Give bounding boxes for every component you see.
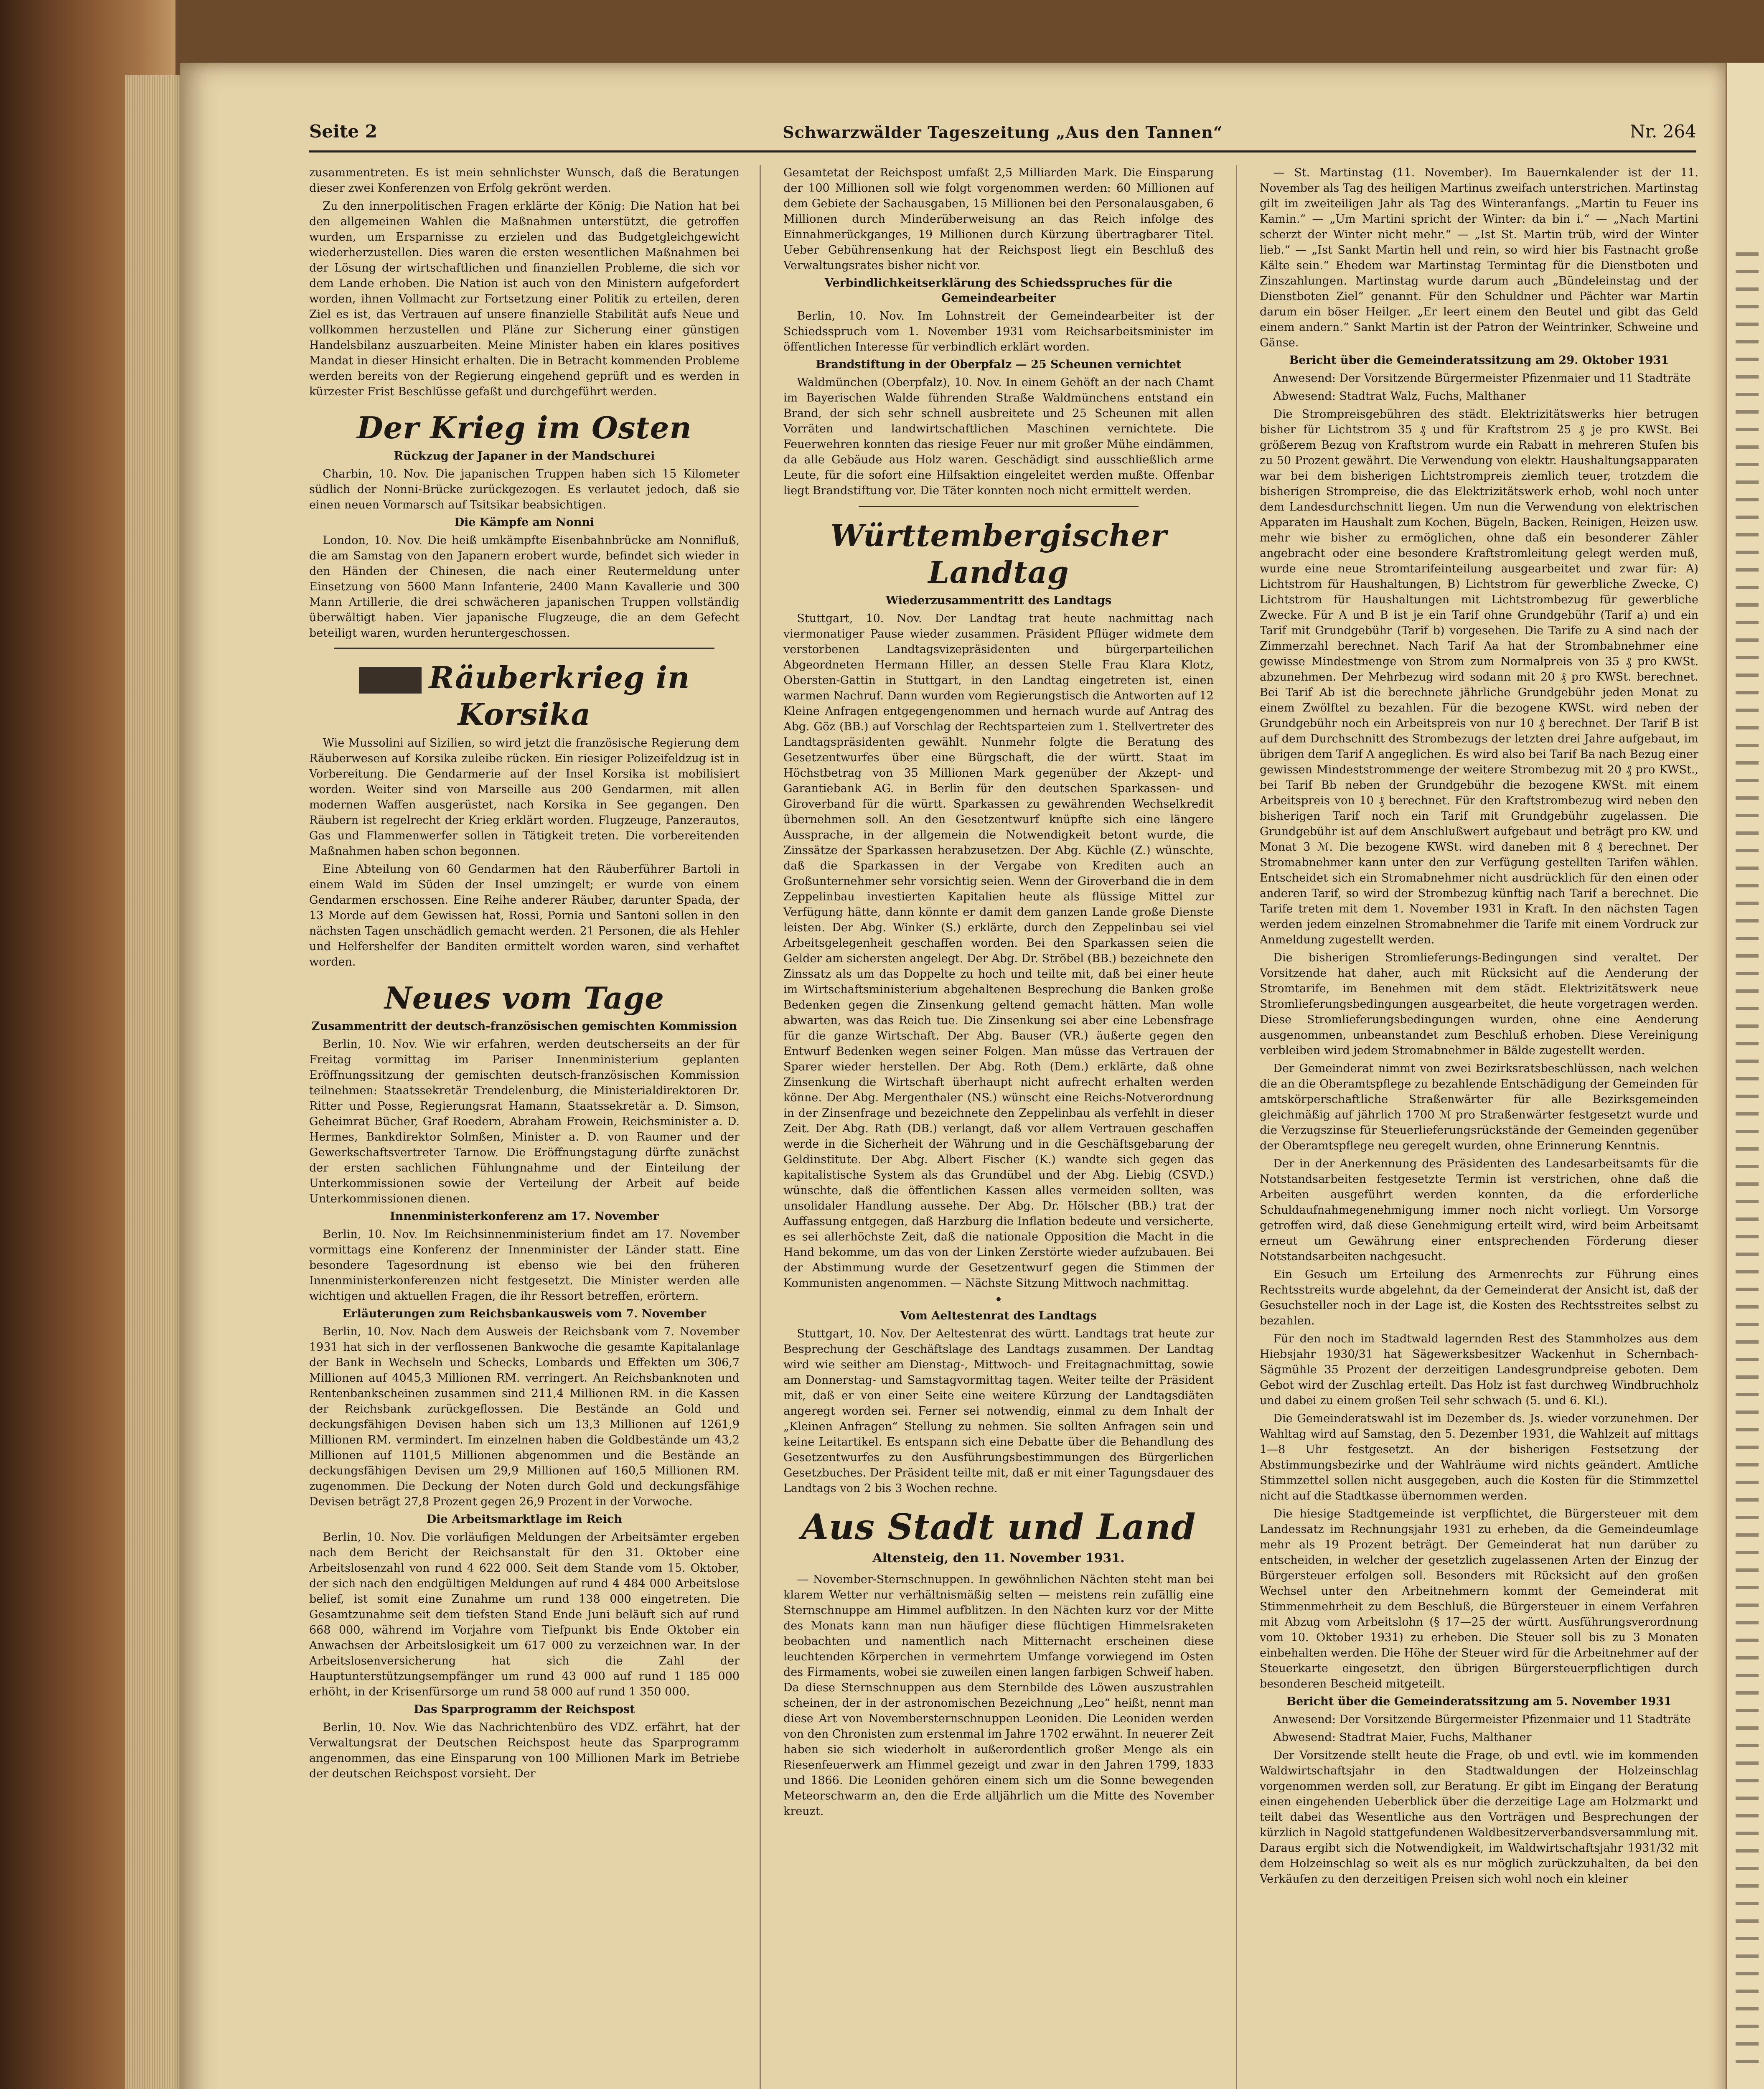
column-rule <box>760 165 761 2089</box>
article-text: Der Gemeinderat nimmt von zwei Bezirksratsbeschlüssen, nach welchen die an die Oberamtspflege zu bezahlende Entschädigung der Gemeinden für amtskörperschaftliche Straßenwärter für alle Bezirksgemeinden gleichmäßig auf jährlich 1700 ℳ pro Straßenwärter festgesetzt wurde und die Verzugszinse für Steuerlieferungsrückstände der Gemeinden gegenüber der Oberamtspflege neu geregelt wurden, ohne Erinnerung Kenntnis. <box>1260 1062 1698 1152</box>
article-text: Berlin, 10. Nov. Im Reichsinnenministerium findet am 17. November vormittags eine Konferenz der Innenminister der Länder statt. Eine besondere Tagesordnung ist ebenso wie bei den früheren Innenministerkonferenzen nicht festgesetzt. Die Minister werden alle wichtigen und aktuellen Fragen, die ihr Ressort betreffen, erörtern. <box>309 1228 740 1303</box>
article-text: Zu den innerpolitischen Fragen erklärte der König: Die Nation hat bei den allgemeinen Wahlen die Maßnahmen unterstützt, die getroffen wurden, um Ersparnisse zu erzielen und das Budgetgleichgewicht wiederherzustellen. Dies waren die ersten wesentlichen Maßnahmen bei der Lösung der wirtschaftlichen und finanziellen Probleme, die sich vor dem Lande erhoben. Die Nation ist auch von den Ministern aufgefordert worden, ihnen Vollmacht zur Fortsetzung einer Politik zu erteilen, deren Ziel es ist, das Vertrauen auf unsere finanzielle Stabilität aufs Neue und vollkommen herzustellen und Pläne zur Sicherung einer günstigen Handelsbilanz auszuarbeiten. Meine Minister haben ein klares positives Mandat in dieser Hinsicht erhalten. Die in Betracht kommenden Probleme werden bereits von der Regierung eingehend geprüft und es werden in kürzester Frist Beschlüsse gefaßt und durchgeführt werden. <box>309 200 740 398</box>
article-text: Waldmünchen (Oberpfalz), 10. Nov. In einem Gehöft an der nach Chamt im Bayerischen Walde führenden Straße Waldmünchens entstand ein Brand, der sich sehr schnell ausbreitete und 25 Scheunen mit allen Vorräten und landwirtschaftlichen Maschinen vernichtete. Die Feuerwehren konnten das riesige Feuer nur mit großer Mühe eindämmen, da alle Gebäude aus Holz waren. Geschädigt sind ausschließlich arme Leute, für die sofort eine Hilfsaktion eingeleitet werden mußte. Offenbar liegt Brandstiftung vor. Die Täter konnten noch nicht ermittelt werden. <box>783 376 1214 497</box>
subheading: Bericht über die Gemeinderatssitzung am 29. Oktober 1931 <box>1289 354 1669 367</box>
article-text: — November-Sternschnuppen. In gewöhnlichen Nächten steht man bei klarem Wetter nur verhältnismäßig selten — meistens rein zufällig eine Sternschnuppe am Himmel aufblitzen. In den Nächten kurz vor der Mitte des Monats kann man nun häufiger diese flüchtigen Himmelsraketen beobachten und namentlich nach Mitternacht erscheinen diese leuchtenden Körperchen in vermehrtem Umfange vorwiegend im Osten des Firmaments, wobei sie zuweilen einen langen farbigen Schweif haben. Da diese Sternschnuppen aus dem Sternbilde des Löwen auszustrahlen scheinen, der in der astronomischen Bezeichnung „Leo“ heißt, nennt man diese Art von Novembersternschnuppen Leoniden. Die Leoniden werden von den Chronisten zum erstenmal im Jahre 1702 erwähnt. In neuerer Zeit haben sie sich wiederholt in außerordentlich großer Menge als ein Riesenfeuerwerk am Himmel gezeigt und zwar in den Jahren 1799, 1833 und 1866. Die Leoniden gehören einem sich um die Sonne bewegenden Meteorschwarm an, den die Erde alljährlich um die Mitte des November kreuzt. <box>783 1573 1214 1818</box>
headline-text: Räuberkrieg in Korsika <box>429 660 690 732</box>
ink-smudge <box>359 667 422 694</box>
article-text: Ein Gesuch um Erteilung des Armenrechts zur Führung eines Rechtsstreits wurde abgelehnt, da der Gemeinderat der Ansicht ist, daß der Gesuchsteller noch in der Lage ist, die Kosten des Rechtsstreites selbst zu bezahlen. <box>1260 1268 1698 1327</box>
subheading: Wiederzusammentritt des Landtags <box>885 594 1112 607</box>
subheading: Das Sparprogramm der Reichspost <box>414 1703 635 1716</box>
article-text: Der in der Anerkennung des Präsidenten des Landesarbeitsamts für die Notstandsarbeiten festgesetzte Termin ist verstrichen, ohne daß die Arbeiten ausgeführt werden konnten, da die erforderliche Schuldaufnahmegenehmigung immer noch nicht vorliegt. Um Vorsorge getroffen wird, daß diese Genehmigung erteilt wird, wird beim Arbeitsamt erneut um Gewährung einer entsprechenden Förderung dieser Notstandsarbeiten nachgesucht. <box>1260 1157 1698 1263</box>
adjacent-page-edge <box>1726 63 1764 2089</box>
article-text: Eine Abteilung von 60 Gendarmen hat den Räuberführer Bartoli in einem Wald im Süden der Insel umzingelt; er wurde von einem Gendarmen erschossen. Eine Reihe anderer Räuber, darunter Spada, der 13 Morde auf dem Gewissen hat, Rossi, Pornia und Santoni sollen in den nächsten Tagen unschädlich gemacht werden. 21 Personen, die als Hehler und Helfershelfer der Banditen ermittelt worden waren, sind verhaftet worden. <box>309 863 740 968</box>
article-text: zusammentreten. Es ist mein sehnlichster Wunsch, daß die Beratungen dieser zwei Konferenzen von Erfolg gekrönt werden. <box>309 166 740 195</box>
subheading: Erläuterungen zum Reichsbankausweis vom 7. November <box>342 1307 707 1320</box>
page-number: Seite 2 <box>309 121 377 142</box>
subheading: Rückzug der Japaner in der Mandschurei <box>394 450 655 463</box>
subheading: Innenministerkonferenz am 17. November <box>390 1210 659 1223</box>
subheading: Die Kämpfe am Nonni <box>454 516 595 529</box>
attendance: Abwesend: Stadtrat Maier, Fuchs, Malthaner <box>1273 1731 1532 1744</box>
divider <box>334 648 714 649</box>
attendance: Anwesend: Der Vorsitzende Bürgermeister Pfizenmaier und 11 Stadträte <box>1273 372 1691 385</box>
article-text: Die hiesige Stadtgemeinde ist verpflichtet, die Bürgersteuer mit dem Landessatz im Rechnungsjahr 1931 zu erheben, da die Gemeindeumlage mehr als 19 Prozent beträgt. Der Gemeinderat hat nun darüber zu entscheiden, in welcher der gesetzlich zugelassenen Arten der Einzug der Bürgersteuer erfolgen soll. Besonders mit Rücksicht auf den großen Wechsel unter den Arbeitnehmern kommt der Gemeinderat mit Stimmenmehrheit zu dem Beschluß, die Bürgersteuer in einem Verfahren mit Abzug vom Arbeitslohn (§ 17—25 der württ. Ausführungsverordnung vom 10. Oktober 1931) zu erheben. Die Steuer soll bis zu 3 Monaten einbehalten werden. Die Höhe der Steuer wird für die Arbeitnehmer auf der Steuerkarte eingesetzt, den übrigen Bürgersteuerpflichtigen durch besonderen Bescheid mitgeteilt. <box>1260 1507 1698 1690</box>
article-text: Gesamtetat der Reichspost umfaßt 2,5 Milliarden Mark. Die Einsparung der 100 Millionen soll wie folgt vorgenommen werden: 60 Millionen auf dem Gebiete der Sachausgaben, 15 Millionen bei den Personalausgaben, 6 Millionen durch Minderüberweisung an das Reich infolge des Einnahmerückganges, 19 Millionen durch Kürzung übertragbarer Titel. Ueber Gebührensenkung hat der Reichspost liegt ein Beschluß des Verwaltungsrates bisher nicht vor. <box>783 166 1214 272</box>
headline-raeuberkrieg <box>309 659 740 733</box>
article-text: Die Strompreisgebühren des städt. Elektrizitätswerks hier betrugen bisher für Lichtstrom 35 ₰ und für Kraftstrom 25 ₰ je pro KWSt. Bei größerem Bezug von Kraftstrom wurde ein Rabatt in mehreren Stufen bis zu 50 Prozent gewährt. Die Verwendung von elektr. Haushaltungsapparaten war bei dem bisherigen Lichtstrompreis ziemlich teuer, trotzdem die bisherigen Strompreise, die das Elektrizitätswerk erhob, wohl noch unter dem Landesdurchschnitt liegen. Um nun die Verwendung von elektrischen Apparaten im Haushalt zum Kochen, Bügeln, Backen, Reinigen, Heizen usw. mehr wie bisher zu ermöglichen, ohne daß ein besonderer Zähler angebracht oder eine besondere Kraftstromleitung gelegt werden muß, wurde eine neue Stromtarifeinteilung ausgearbeitet und zwar für: A) Lichtstrom für Haushaltungen, B) Lichtstrom für gewerbliche Zwecke, C) Lichtstrom für Haushaltungen mit Lichtstrombezug für gewerbliche Zwecke. Für A und B ist je ein Tarif ohne Grundgebühr (Tarif a) und ein Tarif mit Grundgebühr (Tarif b) vorgesehen. Die Tarife zu A sind nach der Zimmerzahl berechnet. Nach Tarif Aa hat der Strombabnehmer eine gewisse Mindestmenge von Strom zum Normalpreis von 35 ₰ pro KWSt. abzunehmen. Der Mehrbezug wird sodann mit 20 ₰ pro KWSt. berechnet. Bei Tarif Ab ist die berechnete jährliche Grundgebühr jeden Monat zu einem Zwölftel zu bezahlen. Für die bezogene KWSt. wird neben der Grundgebühr noch ein Arbeitspreis von nur 10 ₰ berechnet. Der Tarif B ist auf dem Durchschnitt des Strombezugs der letzten drei Jahre aufgebaut, im übrigen dem Tarif A angeglichen. Es wird also bei Tarif Ba nach Bezug einer gewissen Mindeststrommenge der weitere Strombezug mit 20 ₰ pro KWSt., bei Tarif Bb neben der Grundgebühr die bezogene KWSt. mit einem Arbeitspreis von 10 ₰ berechnet. Für den Kraftstrombezug wird neben den bisherigen Tarif noch ein Tarif mit Grundgebühr zugelassen. Die Grundgebühr ist auf dem Anschlußwert aufgebaut und beträgt pro KW. und Monat 3 ℳ. Die bezogene KWSt. wird daneben mit 8 ₰ berechnet. Der Stromabnehmer kann unter den zur Verfügung gestellten Tarifen wählen. Entscheidet sich ein Stromabnehmer nicht ausdrücklich für den einen oder anderen Tarif, so wird der Strombezug künftig nach Tarif a berechnet. Die Tarife treten mit dem 1. November 1931 in Kraft. In den nächsten Tagen werden jedem einzelnen Stromabnehmer die Tarife mit einem Vordruck zur Anmeldung zugestellt werden. <box>1260 408 1698 946</box>
column-rule <box>1236 165 1237 2089</box>
article-text: Charbin, 10. Nov. Die japanischen Truppen haben sich 15 Kilometer südlich der Nonni-Brücke zurückgezogen. Es verlautet jedoch, daß sie einen neuen Vormarsch auf Tsitsikar beabsichtigen. <box>309 468 740 511</box>
article-text: Berlin, 10. Nov. Die vorläufigen Meldungen der Arbeitsämter ergeben nach dem Bericht der Reichsanstalt für den 31. Oktober eine Arbeitslosenzahl von rund 4 622 000. Seit dem Stande vom 15. Oktober, der sich nach den endgültigen Meldungen auf rund 4 484 000 Arbeitslose belief, ist somit eine Zunahme um rund 138 000 eingetreten. Die Gesamtzunahme seit dem tiefsten Stand Ende Juni beläuft sich auf rund 668 000, während im Vorjahre vom Tiefpunkt bis Ende Oktober ein Anwachsen der Arbeitslosigkeit um 617 000 zu verzeichnen war. In der Arbeitslosenversicherung hat sich die Zahl der Hauptunterstützungsempfänger um rund 43 000 auf rund 1 185 000 erhöht, in der Krisenfürsorge um rund 58 000 auf rund 1 350 000. <box>309 1531 740 1698</box>
subheading: Bericht über die Gemeinderatssitzung am 5. November 1931 <box>1286 1695 1672 1708</box>
article-text: Berlin, 10. Nov. Wie wir erfahren, werden deutscherseits an der für Freitag vormittag im Pariser Innenministerium geplanten Eröffnungssitzung der gemischten deutsch-französischen Kommission teilnehmen: Staatssekretär Trendelenburg, die Ministerialdirektoren Dr. Ritter und Posse, Regierungsrat Hamann, Staatssekretär a. D. Simson, Geheimrat Bücher, Graf Roedern, Abraham Frowein, Reichsminister a. D. Hermes, Bankdirektor Solmßen, Minister a. D. von Raumer und der Gewerkschaftsvertreter Tarnow. Die Eröffnungstagung dürfte zunächst der ersten sachlichen Fühlungnahme und der Einteilung der Unterkommissionen sowie der Verteilung der Arbeit auf beide Unterkommissionen dienen. <box>309 1038 740 1205</box>
subheading: Brandstiftung in der Oberpfalz — 25 Scheunen vernichtet <box>816 358 1182 371</box>
attendance: Anwesend: Der Vorsitzende Bürgermeister Pfizenmaier und 11 Stadträte <box>1273 1713 1691 1726</box>
newspaper-page <box>180 63 1726 2089</box>
article-text: London, 10. Nov. Die heiß umkämpfte Eisenbahnbrücke am Nonnifluß, die am Samstag von den Japanern erobert wurde, befindet sich wieder in den Händen der Chinesen, die nach einer Reutermeldung unter Einsetzung von 5600 Mann Infanterie, 2400 Mann Kavallerie und 300 Mann Artillerie, die drei schwächeren japanischen Truppen vollständig überwältigt haben. Vier japanische Flugzeuge, die an dem Gefecht beteiligt waren, wurden heruntergeschossen. <box>309 534 740 640</box>
article-text: Wie Mussolini auf Sizilien, so wird jetzt die französische Regierung dem Räuberwesen auf Korsika zuleibe rücken. Ein riesiger Polizeifeldzug ist in Vorbereitung. Die Gendarmerie auf der Insel Korsika ist mobilisiert worden. Weiter sind von Marseille aus 200 Gendarmen, mit allen modernen Waffen ausgerüstet, nach Korsika in See gegangen. Den Räubern ist regelrecht der Krieg erklärt worden. Flugzeuge, Panzerautos, Gas und Flammenwerfer sollen in Tätigkeit treten. Die vorbereitenden Maßnahmen haben schon begonnen. <box>309 737 740 858</box>
page-stack-edge <box>125 75 188 2089</box>
article-text: Stuttgart, 10. Nov. Der Landtag trat heute nachmittag nach viermonatiger Pause wieder zusammen. Präsident Pflüger widmete dem verstorbenen Landtagsvizepräsidenten und bürgerparteilichen Abgeordneten Hermann Hiller, an dessen Stelle Frau Klara Klotz, Obersten-Gattin in Stuttgart, in den Landtag eingetreten ist, einen warmen Nachruf. Dann wurden vom Regierungstisch die Antworten auf 12 Kleine Anfragen entgegengenommen und hernach wurde auf Antrag des Abg. Göz (BB.) auf Vorschlag der Rechtsparteien zum 1. Stellvertreter des Landtagspräsidenten gewählt. Nunmehr folgte die Beratung des Gesetzentwurfes über eine Bürgschaft, die der württ. Staat im Höchstbetrag von 35 Millionen Mark gegenüber der Akzept- und Garantiebank AG. in Berlin für den deutschen Sparkassen- und Giroverband für die württ. Sparkassen zu gewährenden Wechselkredit übernehmen soll. An den Gesetzentwurf knüpfte sich eine längere Aussprache, in der allgemein die Notwendigkeit betont wurde, die Zinssätze der Sparkassen herabzusetzen. Der Abg. Küchle (Z.) wünschte, daß die Sparkassen in der Vergabe von Krediten auch an Großunternehmer sehr vorsichtig seien. Wenn der Giroverband die in dem Zeppelinbau investierten Kapitalien heute als flüssige Mittel zur Verfügung hätte, dann könnte er damit dem ganzen Lande große Dienste leisten. Der Abg. Winker (S.) erklärte, durch den Zeppelinbau sei viel Arbeitsgelegenheit geschaffen worden. Bei den Sparkassen seien die Gelder am sichersten angelegt. Der Abg. Dr. Ströbel (BB.) bezeichnete den Zinssatz als um das Doppelte zu hoch und teilte mit, daß bei einer heute im Wirtschaftsministerium abgehaltenen Besprechung die Banken große Bedenken gegen die Zinsenkung geltend gemacht hätten. Man wolle abwarten, was das Reich tue. Die Zinsenkung sei aber eine Lebensfrage für die ganze Wirtschaft. Der Abg. Bauser (VR.) äußerte gegen den Entwurf Bedenken wegen seiner Folgen. Man müsse das Vertrauen der Sparer wieder herstellen. Der Abg. Roth (Dem.) erklärte, daß ohne Zinsenkung die Wirtschaft überhaupt nicht aufrecht erhalten werden könne. Der Abg. Mergenthaler (NS.) wünscht eine Reichs-Notverordnung in der Zinsenfrage und bezeichnete den Zeppelinbau als verfehlt in dieser Zeit. Der Abg. Rath (DB.) verlangt, daß vor allem Vertrauen geschaffen werde in die Sicherheit der Währung und in die Geschäftsgebarung der Geldinstitute. Der Abg. Albert Fischer (K.) wandte sich gegen das kapitalistische System als das Grundübel und der Abg. Liebig (CSVD.) wünschte, daß die öffentlichen Kassen alles vermeiden sollten, was unsolidaler Handlung aussehe. Der Abg. Dr. Hölscher (BB.) trat der Auffassung entgegen, daß Harzburg die Inflation bedeute und versicherte, es sei allerhöchste Zeit, daß die nationale Opposition die Macht in die Hand bekomme, um das von der Linken Zerstörte wieder aufzubauen. Bei der Abstimmung wurde der Gesetzentwurf gegen die Stimmen der Kommunisten angenommen. — Nächste Sitzung Mittwoch nachmittag. <box>783 612 1214 1290</box>
subheading: Zusammentritt der deutsch-französischen gemischten Kommission <box>311 1020 737 1033</box>
newspaper-title: Schwarzwälder Tageszeitung „Aus den Tannen“ <box>783 123 1223 142</box>
column-2 <box>783 165 1214 2089</box>
separator-dot: • <box>994 1291 1003 1308</box>
article-text: Berlin, 10. Nov. Wie das Nachrichtenbüro des VDZ. erfährt, hat der Verwaltungsrat der Deutschen Reichspost heute das Sparprogramm angenommen, das eine Einsparung von 100 Millionen Mark im Betriebe der deutschen Reichspost vorsieht. Der <box>309 1721 740 1780</box>
article-text: Für den noch im Stadtwald lagernden Rest des Stammholzes aus dem Hiebsjahr 1930/31 hat Sägewerksbesitzer Wackenhut in Schernbach-Sägmühle 35 Prozent der derzeitigen Landesgrundpreise geboten. Dem Gebot wird der Zuschlag erteilt. Das Holz ist fast durchweg Windbruchholz und dabei zu einem großen Teil sehr schwach (5. und 6. Kl.). <box>1260 1332 1698 1407</box>
subheading: Die Arbeitsmarktlage im Reich <box>426 1513 623 1526</box>
column-3 <box>1260 165 1698 2089</box>
headline-krieg-im-osten: Der Krieg im Osten <box>357 410 692 445</box>
subheading: Verbindlichkeitserklärung des Schiedsspruches für die Gemeindearbeiter <box>824 277 1173 305</box>
article-text: Der Vorsitzende stellt heute die Frage, ob und evtl. wie im kommenden Waldwirtschaftsjahr in den Stadtwaldungen der Holzeinschlag vorgenommen werden soll, zur Beratung. Er gibt im Eingang der Beratung einen eingehenden Ueberblick über die derzeitige Lage am Holzmarkt und teilt dabei das Wesentliche aus den Vorträgen und Besprechungen der kürzlich in Nagold stattgefundenen Waldbesitzerverbandsversammlung mit. Daraus ergibt sich die Notwendigkeit, im Waldwirtschaftsjahr 1931/32 mit dem Holzeinschlag so weit als es nur möglich zurückzuhalten, da bei den Verkäufen zu den derzeitigen Preisen sich wohl noch ein kleiner <box>1260 1749 1698 1886</box>
issue-number: Nr. 264 <box>1629 121 1696 142</box>
headline-landtag: Württembergischer Landtag <box>830 518 1167 590</box>
attendance: Abwesend: Stadtrat Walz, Fuchs, Malthaner <box>1273 390 1526 403</box>
article-text: Berlin, 10. Nov. Nach dem Ausweis der Reichsbank vom 7. November 1931 hat sich in der verflossenen Bankwoche die gesamte Kapitalanlage der Bank in Wechseln und Schecks, Lombards und Effekten um 306,7 Millionen auf 4045,3 Millionen RM. verringert. An Reichsbanknoten und Rentenbankscheinen zusammen sind 211,4 Millionen RM. in die Kassen der Reichsbank zurückgeflossen. Die Bestände an Gold und deckungsfähigen Devisen haben sich um 13,3 Millionen auf 1261,9 Millionen RM. vermindert. Im einzelnen haben die Goldbestände um 43,2 Millionen auf 1101,5 Millionen abgenommen und die Bestände an deckungsfähigen Devisen um 29,9 Millionen auf 160,5 Millionen RM. zugenommen. Die Deckung der Noten durch Gold und deckungsfähige Devisen beträgt 27,8 Prozent gegen 26,9 Prozent in der Vorwoche. <box>309 1325 740 1508</box>
headline-aus-stadt-und-land: Aus Stadt und Land <box>801 1506 1196 1548</box>
article-text: — St. Martinstag (11. November). Im Bauernkalender ist der 11. November als Tag des heiligen Martinus zweifach unterstrichen. Martinstag gilt im zweiteiligen Jahr als Tag des Winteranfangs. „Martin tu Feuer ins Kamin.“ — „Um Martini spricht der Winter: da bin i.“ — „Nach Martini scherzt der Winter nicht mehr.“ — „Ist St. Martin trüb, wird der Winter lieb.“ — „Ist Sankt Martin hell und rein, so wird hier bis Fastnacht große Kälte sein.“ Ehedem war Martinstag Termintag für die Dienstboten und Zinszahlungen. Martinstag wurde darum auch „Bündeleinstag und der Dienstboten Ziel“ genannt. Für den Schuldner und Pächter war Martin darum ein böser Heilger. „Er leert einem den Beutel und gibt das Geld einem andern.“ Sankt Martin ist der Patron der Weintrinker, Schweine und Gänse. <box>1260 166 1698 349</box>
subheading: Vom Aeltestenrat des Landtags <box>900 1309 1097 1322</box>
headline-neues-vom-tage: Neues vom Tage <box>384 980 664 1016</box>
article-text: Die bisherigen Stromlieferungs-Bedingungen sind veraltet. Der Vorsitzende hat daher, auch mit Rücksicht auf die Aenderung der Stromtarife, im Benehmen mit dem städt. Elektrizitätswerk neue Stromlieferungsbedingungen ausgearbeitet, die heute vorgetragen werden. Diese Stromlieferungsbedingungen wurden, ohne eine Aenderung ausgenommen, unbeanstandet zum Beschluß erhoben. Diese Vereinigung verbleiben wird jedem Stromabnehmer in Bälde zugestellt werden. <box>1260 951 1698 1057</box>
dateline: Altensteig, den 11. November 1931. <box>872 1551 1125 1565</box>
column-1 <box>309 165 740 2089</box>
adjacent-page-text <box>1736 238 1759 2076</box>
page-header <box>309 117 1696 152</box>
article-text: Die Gemeinderatswahl ist im Dezember ds. Js. wieder vorzunehmen. Der Wahltag wird auf Samstag, den 5. Dezember 1931, die Wahlzeit auf mittags 1—8 Uhr festgesetzt. An der bisherigen Festsetzung der Abstimmungsbezirke und der Wahlräume wird nichts geändert. Amtliche Stimmzettel sollen nicht ausgegeben, auch die Kosten für die Stimmzettel nicht auf die Stadtkasse übernommen werden. <box>1260 1412 1698 1502</box>
article-text: Stuttgart, 10. Nov. Der Aeltestenrat des württ. Landtags trat heute zur Besprechung der Geschäftslage des Landtags zusammen. Der Landtag wird wie seither am Dienstag-, Mittwoch- und Freitagnachmittag, sowie am Donnerstag- und Samstagvormittag tagen. Weiter teilte der Präsident mit, daß er von einer Seite eine weitere Kürzung der Landtagsdiäten angeregt worden sei. Ferner sei notwendig, einmal zu dem Inhalt der „Kleinen Anfragen“ Stellung zu nehmen. Sie sollten Anfragen sein und keine Leitartikel. Es entspann sich eine Debatte über die Behandlung des Gesetzentwurfes zu den Ausführungsbestimmungen des Bürgerlichen Gesetzbuches. Der Präsident teilte mit, daß er mit einer Tagungsdauer des Landtags von 2 bis 3 Wochen rechne. <box>783 1327 1214 1495</box>
divider <box>859 506 1139 507</box>
article-text: Berlin, 10. Nov. Im Lohnstreit der Gemeindearbeiter ist der Schiedsspruch vom 1. November 1931 vom Reichsarbeitsminister im öffentlichen Interesse für verbindlich erklärt worden. <box>783 310 1214 353</box>
